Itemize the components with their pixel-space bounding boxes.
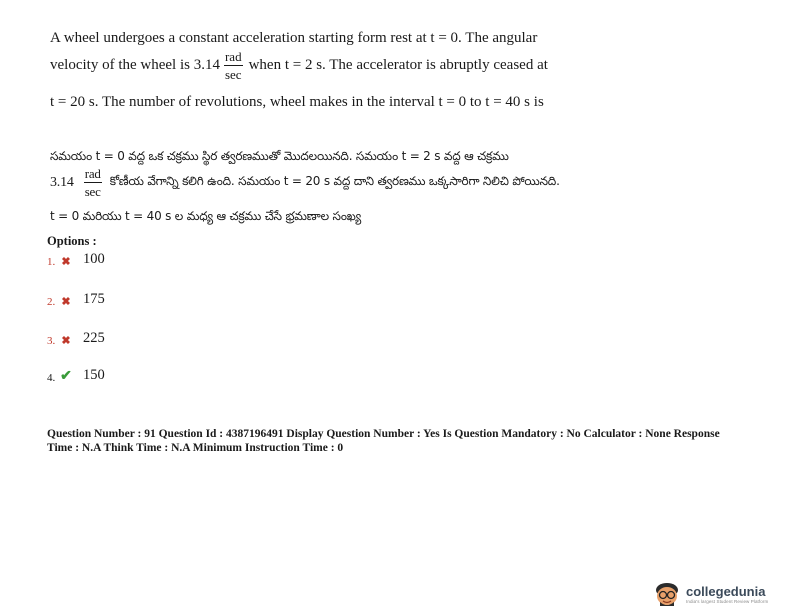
option-number: 1. [47,256,56,268]
option-1[interactable] [47,251,105,268]
telugu-unit-denominator: sec [84,184,101,199]
mascot-icon [652,581,682,607]
question-english-line-2 [50,50,548,81]
cross-icon: ✖ [61,335,71,347]
question-english-text: when t = 2 s. The accelerator is abruptly ceased at [248,57,548,73]
question-english-line-1: A wheel undergoes a constant acceleration starting form rest at t = 0. The angular [50,30,538,46]
question-english-text: velocity of the wheel is 3.14 [50,57,220,73]
option-value: 150 [83,367,105,383]
unit-numerator: rad [224,49,242,64]
question-meta-line-1: Question Number : 91 Question Id : 4387196491 Display Question Number : Yes Is Question Mandatory : No Calculator : None Response [47,428,720,440]
collegedunia-logo [652,581,768,607]
option-4[interactable] [47,367,105,384]
unit-fraction [224,50,243,81]
telugu-unit-numerator: rad [84,166,101,181]
cross-icon: ✖ [61,256,71,268]
logo-tagline: India's largest Student Review Platform [686,598,769,604]
option-value: 100 [83,251,105,267]
question-meta [47,427,767,455]
question-telugu-value: 3.14 [50,174,74,190]
option-2[interactable] [47,291,105,308]
option-3[interactable] [47,330,105,347]
option-number: 3. [47,335,56,347]
option-value: 175 [83,291,105,307]
question-english-line-3: t = 20 s. The number of revolutions, wheel makes in the interval t = 0 to t = 40 s is [50,94,544,110]
unit-denominator: sec [224,67,242,82]
logo-name: collegedunia [686,583,766,599]
question-telugu-line-2 [50,167,560,198]
cross-icon: ✖ [61,296,71,308]
question-telugu-line-3: t = 0 మరియు t = 40 s ల మధ్య ఆ చక్రము చేసే భ్రమణాల సంఖ్య [50,209,362,223]
logo-text [686,585,768,604]
option-number: 4. [47,372,56,384]
option-number: 2. [47,296,56,308]
options-heading: Options : [47,234,97,248]
question-meta-line-2: Time : N.A Think Time : N.A Minimum Instruction Time : 0 [47,442,344,454]
check-icon: ✔ [60,369,72,384]
telugu-unit-fraction [84,167,102,198]
question-telugu-text: కోణీయ వేగాన్ని కలిగి ఉంది. సమయం t = 20 s వద్ద దాని త్వరణము ఒక్కసారిగా నిలిచి పోయినది. [109,174,560,188]
question-telugu-line-1: సమయం t = 0 వద్ద ఒక చక్రము స్థిర త్వరణముతో మొదలయినది. సమయం t = 2 s వద్ద ఆ చక్రము [50,149,509,163]
option-value: 225 [83,330,105,346]
